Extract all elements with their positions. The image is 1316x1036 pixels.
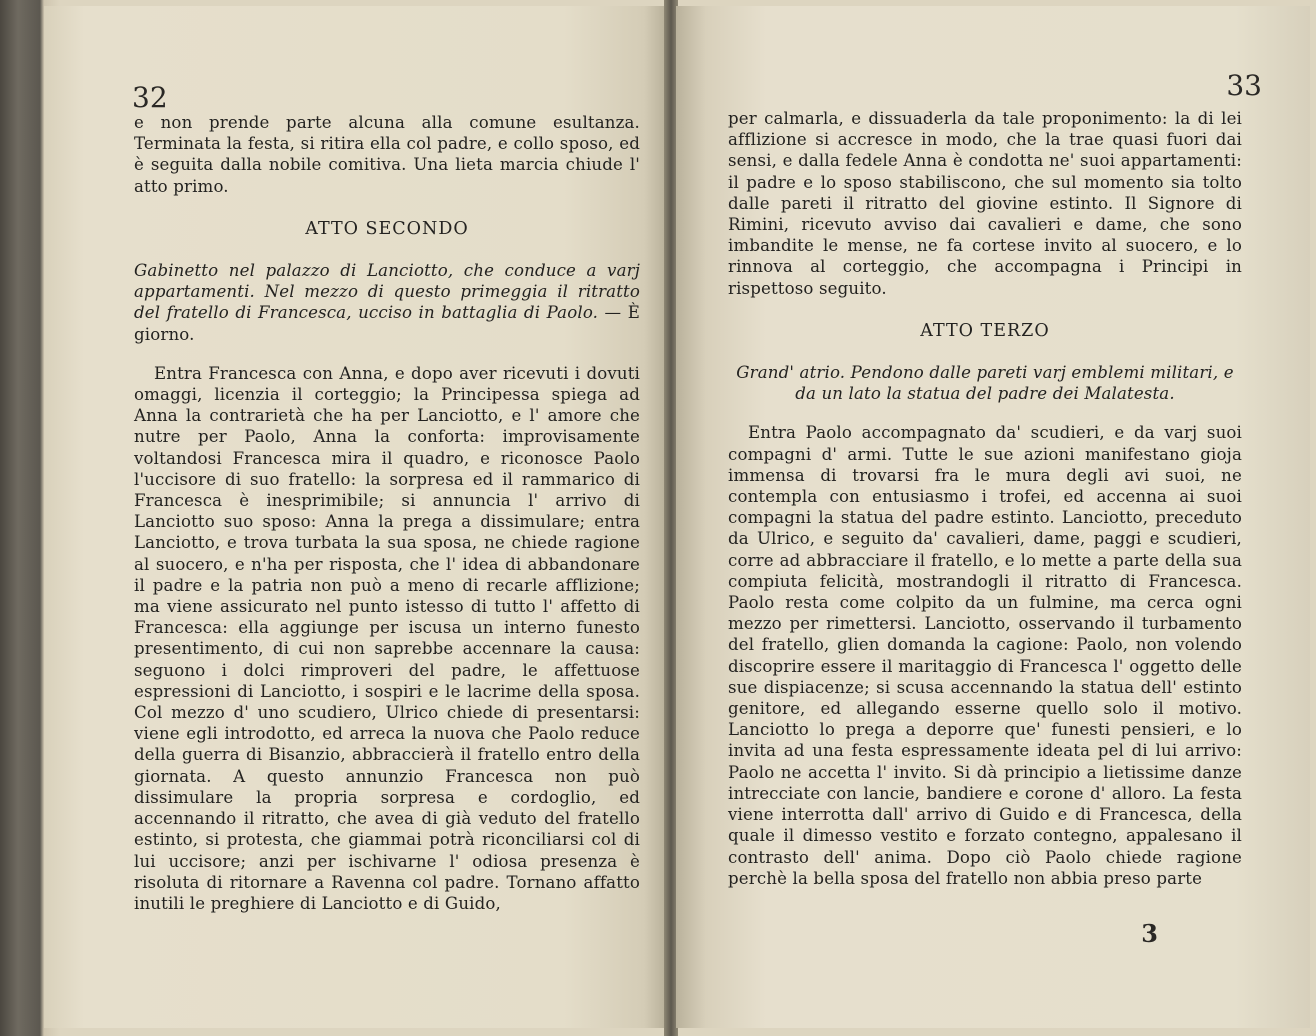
page-number: 32 [132,81,168,114]
stage-direction [134,260,640,345]
paragraph: Entra Francesca con Anna, e dopo aver ricevuti i dovuti omaggi, licenzia il corteggio; la Principessa spiega ad Anna la contrarietà che ha per Lanciotto, e l' amore che nutre per Paolo, Anna la conforta: improvisamente voltandosi Francesca mira il quadro, e riconosce Paolo l'uccisore di suo fratello: la sorpresa ed il rammarico di Francesca è inesprimibile; si annuncia l' arrivo di Lanciotto suo sposo: Anna la prega a dissimulare; entra Lanciotto, e trova turbata la sua sposa, ne chiede ragione al suocero, e n'ha per risposta, che l' idea di abbandonare il padre e la patria non può a meno di recarle afflizione; ma viene assicurato nel punto istesso di tutto l' affetto di Francesca: ella aggiunge per iscusa un interno funesto presentimento, di cui non saprebbe accennare la causa: seguono i dolci rimproveri del padre, le affettuose espressioni di Lanciotto, i sospiri e le lacrime della sposa. Col mezzo d' uno scudiero, Ulrico chiede di presentarsi: viene egli introdotto, ed arreca la nuova che Paolo reduce della guerra di Bisanzio, abbraccierà il fratello entro della giornata. A questo annunzio Francesca non può dissimulare la propria sorpresa e cordoglio, ed accennando il ritratto, che avea di già veduto del fratello estinto, si protesta, che giammai potrà riconciliarsi col di lui uccisore; anzi per ischivarne l' odiosa presenza è risoluta di ritornare a Ravenna col padre. Tornano affatto inutili le preghiere di Lanciotto e di Guido, [134,363,640,913]
page-text [728,108,1242,889]
act-heading: ATTO TERZO [920,320,1050,341]
act-heading: ATTO SECONDO [305,218,469,239]
stage-direction-text: Gabinetto nel palazzo di Lanciotto, che conduce a varj appartamenti. Nel mezzo di questo primeggia il ritratto del fratello di Francesca, ucciso in battaglia di Paolo. [134,261,640,323]
page-number: 33 [1226,69,1262,102]
stage-direction-time: — È giorno. [134,303,641,344]
paragraph: e non prende parte alcuna alla comune esultanza. Terminata la festa, si ritira ella col padre, e collo sposo, ed è seguita dalla nobile comitiva. Una lieta marcia chiude l' atto primo. [134,113,640,196]
page-text [134,112,640,914]
signature-mark: 3 [1141,919,1158,948]
stage-direction: Grand' atrio. Pendono dalle pareti varj emblemi militari, e da un lato la statua del padre dei Malatesta. [736,363,1234,404]
left-page [44,6,666,1028]
paragraph: per calmarla, e dissuaderla da tale proponimento: la di lei afflizione si accresce in modo, che la trae quasi fuori dai sensi, e dalla fedele Anna è condotta ne' suoi appartamenti: il padre e lo sposo stabiliscono, che sul momento sia tolto dalle pareti il ritratto del giovine estinto. Il Signore di Rimini, ricevuto avviso dai cavalieri e dame, che sono imbandite le mense, ne fa cortese invito al suocero, e lo rinnova al corteggio, che accompagna i Principi in rispettoso seguito. [728,109,1242,298]
paragraph: Entra Paolo accompagnato da' scudieri, e da varj suoi compagni d' armi. Tutte le sue azioni manifestano gioja immensa di trovarsi fra le mura degli avi suoi, ne contempla con entusiasmo i trofei, ed accenna ai suoi compagni la statua del padre estinto. Lanciotto, preceduto da Ulrico, e seguito da' cavalieri, dame, paggi e scudieri, corre ad abbracciare il fratello, e lo mette a parte della sua compiuta felicità, mostrandogli il ritratto di Francesca. Paolo resta come colpito da un fulmine, ma cerca ogni mezzo per rimettersi. Lanciotto, osservando il turbamento del fratello, glien domanda la cagione: Paolo, non volendo discoprire essere il maritaggio di Francesca l' oggetto delle sue dispiacenze; si scusa accennando la statua dell' estinto genitore, ed allegando esserne quello solo il motivo. Lanciotto lo prega a deporre que' funesti pensieri, e lo invita ad una festa espressamente ideata pel di lui arrivo: Paolo ne accetta l' invito. Si dà principio a lietissime danze intrecciate con lancie, bandiere e corone d' alloro. La festa viene interrotta dall' arrivo di Guido e di Francesca, della quale il dimesso vestito e forzato contegno, appalesano il contrasto dell' anima. Dopo ciò Paolo chiede ragione perchè la bella sposa del fratello non abbia preso parte [728,423,1242,888]
right-page [676,6,1310,1028]
